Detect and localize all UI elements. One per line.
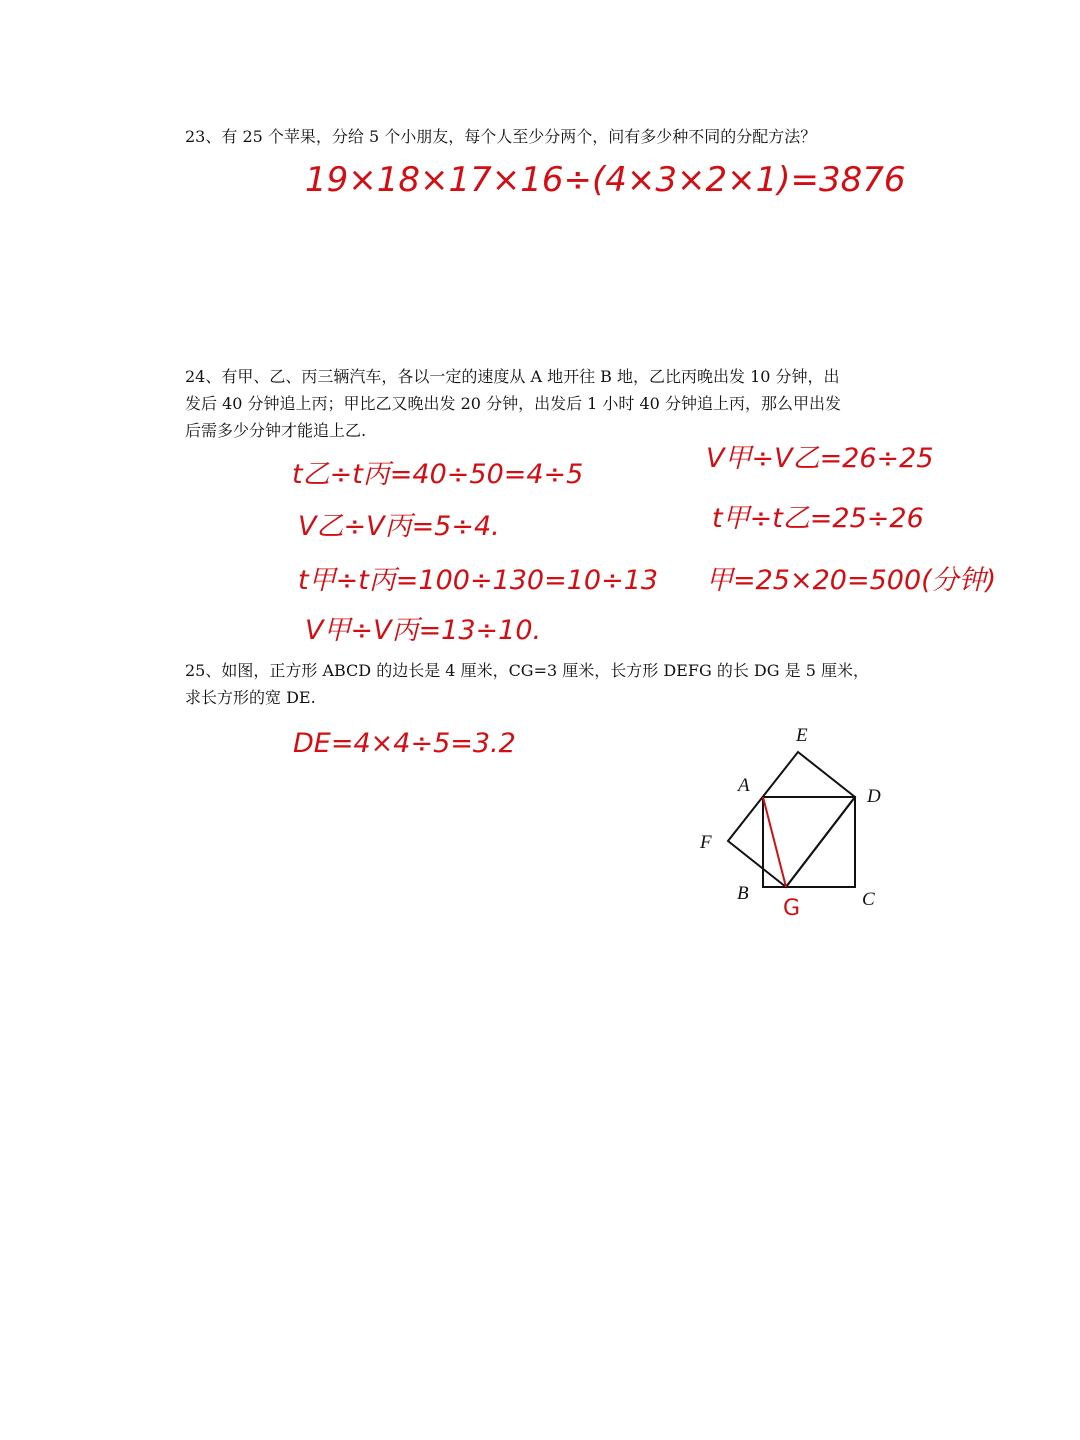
label-d: D [867, 786, 881, 807]
q24-work-right-3: 甲=25×20=500(分钟) [706, 565, 997, 596]
question-23-answer: 19×18×17×16÷(4×3×2×1)=3876 [305, 160, 906, 200]
question-24-line-1: 24、有甲、乙、丙三辆汽车，各以一定的速度从 A 地开往 B 地，乙比丙晚出发 10 分钟，出 [185, 367, 840, 386]
question-25-line-2: 求长方形的宽 DE. [185, 688, 316, 707]
square-abcd [763, 797, 855, 887]
geometry-figure [690, 715, 910, 925]
q24-work-left-2: V乙÷V丙=5÷4. [298, 511, 500, 542]
label-c: C [862, 889, 875, 910]
question-23-text: 23、有 25 个苹果，分给 5 个小朋友，每个人至少分两个，问有多少种不同的分配方法？ [185, 127, 817, 146]
question-24-line-2: 发后 40 分钟追上丙；甲比乙又晚出发 20 分钟，出发后 1 小时 40 分钟追上丙，那么甲出发 [185, 394, 841, 413]
q24-work-right-2: t甲÷t乙=25÷26 [712, 503, 924, 534]
label-a: A [738, 775, 750, 796]
label-e: E [796, 725, 808, 746]
rectangle-defg [728, 752, 855, 887]
question-25-answer: DE=4×4÷5=3.2 [293, 728, 516, 759]
q24-work-left-4: V甲÷V丙=13÷10. [305, 615, 542, 646]
segment-ag-annotation [763, 797, 786, 887]
q24-work-right-1: V甲÷V乙=26÷25 [706, 443, 934, 474]
question-25-line-1: 25、如图，正方形 ABCD 的边长是 4 厘米，CG=3 厘米，长方形 DEFG 的长 DG 是 5 厘米， [185, 661, 869, 680]
label-b: B [737, 883, 749, 904]
question-24-line-3: 后需多少分钟才能追上乙. [185, 421, 367, 440]
q24-work-left-1: t乙÷t丙=40÷50=4÷5 [292, 459, 584, 490]
segment-gd [786, 797, 855, 887]
q24-work-left-3: t甲÷t丙=100÷130=10÷13 [298, 565, 659, 596]
label-g: G [783, 896, 801, 921]
label-f: F [700, 832, 712, 853]
